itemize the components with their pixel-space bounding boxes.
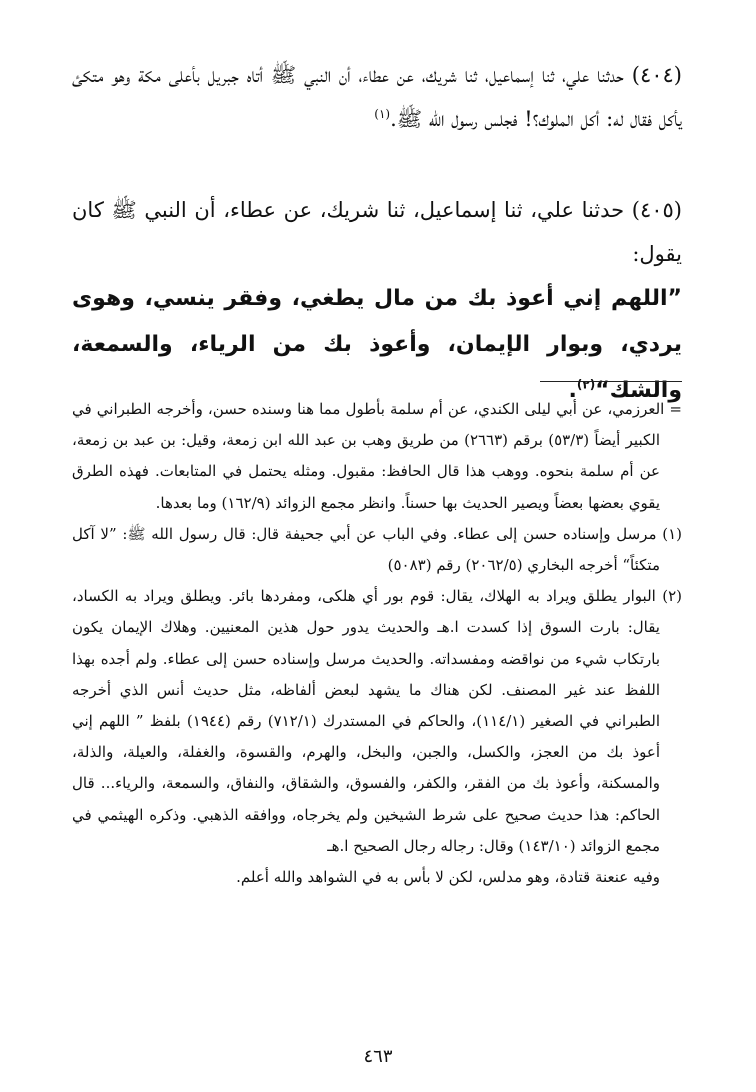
footnote-2: (٢) البوار يطلق ويراد به الهلاك، يقال: قوم بور أي هلكى، ومفردها بائر. ويطلق ويراد به الكساد، يقال: بارت السوق إذا كسدت ا.هـ والحديث يدور حول هذين المعنيين. وهلاك الإيمان يكون بارتكاب شيء من نواقضه ومفسداته. والحديث مرسل وإسناده حسن إلى عطاء. ولم أجده بهذا اللفظ عند غير المصنف. لكن هناك ما يشهد لبعض ألفاظه، مثل حديث أنس الذي أخرجه الطبراني في الصغير (١١٤/١)، والحاكم في المستدرك (٧١٢/١) رقم (١٩٤٤) بلفظ ” اللهم إني أعوذ بك من العجز، والكسل، والجبن، والبخل، والهرم، والقسوة، والغفلة، والعيلة، والذلة، والمسكنة، وأعوذ بك من الفقر، والكفر، والفسوق، والشقاق، والنفاق، والسمعة، والرياء... قال الحاكم: هذا حديث صحيح على شرط الشيخين ولم يخرجاه، ووافقه الذهبي. وذكره الهيثمي في مجمع الزوائد (١٤٣/١٠) وقال: رجاله رجال الصحيح ا.هـ (72, 587, 682, 855)
hadith-405-dua: ”اللهم إني أعوذ بك من مال يطغي، وفقر ينسي، وهوى يردي، وبوار الإيمان، وأعوذ بك من الرياء، والسمعة، والشك“ (72, 286, 682, 403)
footnote-ref-1: (١) (374, 107, 391, 121)
footnote-ref-2: (٢) (576, 377, 596, 392)
footnote-separator (540, 381, 682, 382)
hadith-405-intro: (٤٠٥) حدثنا علي، ثنا إسماعيل، ثنا شريك، عن عطاء، أن النبي ﷺ كان يقول: (72, 198, 682, 266)
hadith-404-text: (٤٠٤) حدثنا علي، ثنا إسماعيل، ثنا شريك، عن عطاء، أن النبي ﷺ أتاه جبريل بأعلى مكة وهو متكئ يأكل فقال له: أكل الملوك؟! فجلس رسول الله ﷺ. (72, 63, 682, 131)
hadith-404-paragraph (72, 53, 682, 141)
hadith-404 (72, 53, 682, 141)
footnote-continued: = العرزمي، عن أبي ليلى الكندي، عن أم سلمة بأطول مما هنا وسنده حسن، وأخرجه الطبراني في الكبير أيضاً (٥٣/٣) برقم (٢٦٦٣) من طريق وهب بن عبد الله ابن زمعة، وقيل: بن عبد بن زمعة، عن أم سلمة بنحوه. ووهب هذا قال الحافظ: مقبول. ومثله يحتمل في المتابعات. فهذه الطرق يقوي بعضها بعضاً ويصير الحديث بها حسناً. وانظر مجمع الزوائد (١٦٢/٩) وما بعدها. (72, 400, 682, 512)
page-number: ٤٦٣ (363, 1046, 393, 1067)
footnote-1: (١) مرسل وإسناده حسن إلى عطاء. وفي الباب عن أبي جحيفة قال: قال رسول الله ﷺ: ”لا آكل متكئاً“ أخرجه البخاري (٢٠٦٢/٥) رقم (٥٠٨٣) (72, 524, 682, 575)
footnote-2-tail: وفيه عنعنة قتادة، وهو مدلس، لكن لا بأس به في الشواهد والله أعلم. (236, 868, 660, 887)
hadith-405-end: . (568, 378, 577, 403)
footnotes (72, 394, 682, 893)
